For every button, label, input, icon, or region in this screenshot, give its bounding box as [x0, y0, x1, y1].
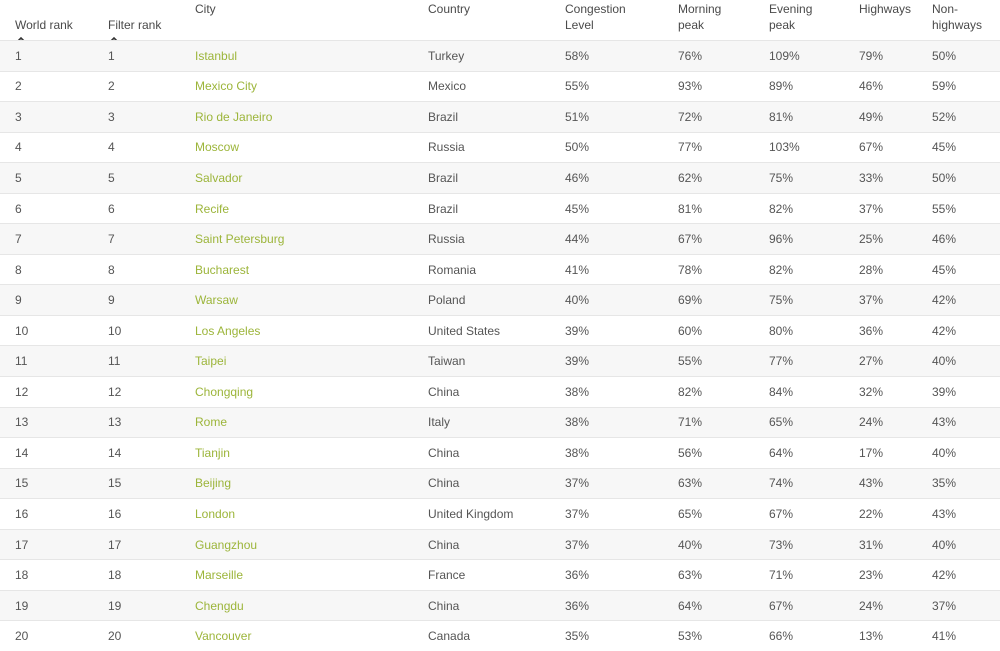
congestion-level-cell: 39% — [565, 354, 590, 369]
filter-rank-cell: 20 — [108, 629, 122, 644]
filter-rank-cell: 8 — [108, 262, 115, 277]
highways-cell: 13% — [859, 629, 884, 644]
filter-rank-cell: 1 — [108, 48, 115, 63]
highways-cell: 28% — [859, 262, 884, 277]
world-rank-cell: 20 — [15, 629, 29, 644]
evening-peak-cell: 89% — [769, 79, 794, 94]
evening-peak-cell: 66% — [769, 629, 794, 644]
congestion-level-cell: 58% — [565, 48, 590, 63]
morning-peak-cell: 63% — [678, 568, 703, 583]
highways-cell: 43% — [859, 476, 884, 491]
world-rank-cell: 2 — [15, 79, 22, 94]
table-row — [0, 620, 1000, 651]
non-highways-cell: 43% — [932, 415, 957, 430]
table-header — [0, 0, 1000, 40]
morning-peak-cell: 53% — [678, 629, 703, 644]
congestion-level-cell: 37% — [565, 506, 590, 521]
morning-peak-cell: 72% — [678, 109, 703, 124]
morning-peak-cell: 55% — [678, 354, 703, 369]
morning-peak-cell: 93% — [678, 79, 703, 94]
filter-rank-cell: 17 — [108, 537, 122, 552]
congestion-level-cell: 50% — [565, 140, 590, 155]
table-row — [0, 590, 1000, 621]
city-link[interactable]: Beijing — [195, 476, 232, 491]
country-cell: France — [428, 568, 466, 583]
non-highways-cell: 40% — [932, 354, 957, 369]
country-cell: China — [428, 598, 460, 613]
country-cell: Italy — [428, 415, 451, 430]
country-cell: Russia — [428, 140, 465, 155]
evening-peak-cell: 80% — [769, 323, 794, 338]
city-link[interactable]: Bucharest — [195, 262, 250, 277]
congestion-level-cell: 36% — [565, 568, 590, 583]
evening-peak-cell: 82% — [769, 201, 794, 216]
filter-rank-cell: 12 — [108, 384, 122, 399]
table-row — [0, 254, 1000, 285]
highways-cell: 31% — [859, 537, 884, 552]
column-header-highways[interactable]: Highways — [859, 2, 912, 16]
table-row — [0, 284, 1000, 315]
congestion-level-cell: 46% — [565, 170, 590, 185]
world-rank-cell: 17 — [15, 537, 29, 552]
filter-rank-cell: 14 — [108, 445, 122, 460]
world-rank-cell: 12 — [15, 384, 29, 399]
filter-rank-cell: 18 — [108, 568, 122, 583]
city-link[interactable]: London — [195, 506, 236, 521]
city-link[interactable]: Los Angeles — [195, 323, 261, 338]
evening-peak-cell: 103% — [769, 140, 800, 155]
country-cell: Canada — [428, 629, 471, 644]
highways-cell: 25% — [859, 232, 884, 247]
congestion-level-cell: 36% — [565, 598, 590, 613]
world-rank-cell: 5 — [15, 170, 22, 185]
morning-peak-cell: 77% — [678, 140, 703, 155]
congestion-level-cell: 39% — [565, 323, 590, 338]
congestion-level-cell: 45% — [565, 201, 590, 216]
congestion-level-cell: 51% — [565, 109, 590, 124]
evening-peak-cell: 84% — [769, 384, 794, 399]
table-row — [0, 498, 1000, 529]
column-header-label: Filter rank — [108, 18, 162, 32]
table-body — [0, 40, 1000, 651]
morning-peak-cell: 63% — [678, 476, 703, 491]
table-row — [0, 559, 1000, 590]
highways-cell: 32% — [859, 384, 884, 399]
world-rank-cell: 9 — [15, 293, 22, 308]
highways-cell: 33% — [859, 170, 884, 185]
world-rank-cell: 18 — [15, 568, 29, 583]
non-highways-cell: 45% — [932, 140, 957, 155]
congestion-level-cell: 44% — [565, 232, 590, 247]
evening-peak-cell: 64% — [769, 445, 794, 460]
world-rank-cell: 8 — [15, 262, 22, 277]
evening-peak-cell: 74% — [769, 476, 794, 491]
congestion-level-cell: 41% — [565, 262, 590, 277]
congestion-level-cell: 37% — [565, 476, 590, 491]
non-highways-cell: 45% — [932, 262, 957, 277]
world-rank-cell: 19 — [15, 598, 29, 613]
table-row — [0, 315, 1000, 346]
highways-cell: 36% — [859, 323, 884, 338]
world-rank-cell: 15 — [15, 476, 29, 491]
world-rank-cell: 10 — [15, 323, 29, 338]
country-cell: Poland — [428, 293, 466, 308]
non-highways-cell: 42% — [932, 568, 957, 583]
highways-cell: 17% — [859, 445, 884, 460]
country-cell: United States — [428, 323, 501, 338]
morning-peak-cell: 81% — [678, 201, 703, 216]
world-rank-cell: 3 — [15, 109, 22, 124]
filter-rank-cell: 7 — [108, 232, 115, 247]
congestion-level-cell: 37% — [565, 537, 590, 552]
city-link[interactable]: Tianjin — [195, 445, 230, 460]
non-highways-cell: 55% — [932, 201, 957, 216]
column-header-evening-peak[interactable]: Evening peak — [769, 2, 813, 32]
city-link[interactable]: Rio de Janeiro — [195, 109, 273, 124]
morning-peak-cell: 40% — [678, 537, 703, 552]
filter-rank-cell: 11 — [108, 354, 121, 369]
filter-rank-cell: 9 — [108, 293, 115, 308]
column-header-morning-peak[interactable]: Morning peak — [678, 2, 722, 32]
world-rank-cell: 11 — [15, 354, 28, 369]
country-cell: Brazil — [428, 109, 459, 124]
city-link[interactable]: Salvador — [195, 170, 243, 185]
country-cell: Turkey — [428, 48, 465, 63]
table-row — [0, 132, 1000, 163]
evening-peak-cell: 77% — [769, 354, 794, 369]
table-row — [0, 345, 1000, 376]
filter-rank-cell: 4 — [108, 140, 115, 155]
table-row — [0, 529, 1000, 560]
evening-peak-cell: 67% — [769, 506, 794, 521]
evening-peak-cell: 67% — [769, 598, 794, 613]
highways-cell: 37% — [859, 293, 884, 308]
country-cell: Brazil — [428, 170, 459, 185]
city-link[interactable]: Warsaw — [195, 293, 238, 308]
morning-peak-cell: 64% — [678, 598, 703, 613]
morning-peak-cell: 76% — [678, 48, 703, 63]
highways-cell: 24% — [859, 415, 884, 430]
city-link[interactable]: Istanbul — [195, 48, 238, 63]
congestion-level-cell: 40% — [565, 293, 590, 308]
filter-rank-cell: 13 — [108, 415, 122, 430]
evening-peak-cell: 65% — [769, 415, 794, 430]
city-link[interactable]: Mexico City — [195, 79, 258, 94]
country-cell: China — [428, 537, 460, 552]
table-row — [0, 101, 1000, 132]
highways-cell: 23% — [859, 568, 884, 583]
morning-peak-cell: 69% — [678, 293, 703, 308]
non-highways-cell: 42% — [932, 323, 957, 338]
city-link[interactable]: Rome — [195, 415, 228, 430]
morning-peak-cell: 82% — [678, 384, 703, 399]
world-rank-cell: 14 — [15, 445, 29, 460]
non-highways-cell: 50% — [932, 170, 957, 185]
city-link[interactable]: Chongqing — [195, 384, 254, 399]
country-cell: China — [428, 384, 460, 399]
world-rank-cell: 4 — [15, 140, 22, 155]
table-row — [0, 40, 1000, 71]
congestion-level-cell: 55% — [565, 79, 590, 94]
morning-peak-cell: 60% — [678, 323, 703, 338]
country-cell: United Kingdom — [428, 506, 514, 521]
filter-rank-cell: 5 — [108, 170, 115, 185]
highways-cell: 24% — [859, 598, 884, 613]
city-link[interactable]: Guangzhou — [195, 537, 258, 552]
country-cell: Romania — [428, 262, 477, 277]
congestion-level-cell: 38% — [565, 384, 590, 399]
world-rank-cell: 1 — [15, 48, 22, 63]
city-link[interactable]: Chengdu — [195, 598, 244, 613]
evening-peak-cell: 109% — [769, 48, 800, 63]
morning-peak-cell: 71% — [678, 415, 703, 430]
congestion-level-cell: 38% — [565, 415, 590, 430]
highways-cell: 46% — [859, 79, 884, 94]
column-header-city[interactable]: City — [195, 2, 216, 16]
filter-rank-cell: 10 — [108, 323, 122, 338]
filter-rank-cell: 19 — [108, 598, 122, 613]
filter-rank-cell: 15 — [108, 476, 122, 491]
city-link[interactable]: Marseille — [195, 568, 244, 583]
evening-peak-cell: 82% — [769, 262, 794, 277]
filter-rank-cell: 3 — [108, 109, 115, 124]
world-rank-cell: 16 — [15, 506, 29, 521]
table-row — [0, 437, 1000, 468]
evening-peak-cell: 75% — [769, 293, 794, 308]
morning-peak-cell: 56% — [678, 445, 703, 460]
non-highways-cell: 39% — [932, 384, 957, 399]
column-header-label: World rank — [15, 18, 73, 32]
column-header-country[interactable]: Country — [428, 2, 471, 16]
non-highways-cell: 59% — [932, 79, 957, 94]
morning-peak-cell: 67% — [678, 232, 703, 247]
table-row — [0, 468, 1000, 499]
table-row — [0, 193, 1000, 224]
highways-cell: 67% — [859, 140, 884, 155]
table-row — [0, 162, 1000, 193]
table-row — [0, 376, 1000, 407]
table-row — [0, 71, 1000, 102]
non-highways-cell: 50% — [932, 48, 957, 63]
evening-peak-cell: 96% — [769, 232, 794, 247]
world-rank-cell: 7 — [15, 232, 22, 247]
country-cell: Taiwan — [428, 354, 466, 369]
evening-peak-cell: 75% — [769, 170, 794, 185]
table-row — [0, 407, 1000, 438]
city-link[interactable]: Moscow — [195, 140, 240, 155]
congestion-level-cell: 38% — [565, 445, 590, 460]
country-cell: China — [428, 476, 460, 491]
morning-peak-cell: 78% — [678, 262, 703, 277]
highways-cell: 27% — [859, 354, 884, 369]
morning-peak-cell: 62% — [678, 170, 703, 185]
highways-cell: 22% — [859, 506, 884, 521]
highways-cell: 79% — [859, 48, 884, 63]
city-link[interactable]: Taipei — [195, 354, 227, 369]
world-rank-cell: 13 — [15, 415, 29, 430]
city-link[interactable]: Vancouver — [195, 629, 252, 644]
country-cell: Russia — [428, 232, 465, 247]
evening-peak-cell: 71% — [769, 568, 794, 583]
filter-rank-cell: 2 — [108, 79, 115, 94]
non-highways-cell: 46% — [932, 232, 957, 247]
non-highways-cell: 43% — [932, 506, 957, 521]
non-highways-cell: 42% — [932, 293, 957, 308]
country-cell: Mexico — [428, 79, 467, 94]
evening-peak-cell: 81% — [769, 109, 794, 124]
city-link[interactable]: Recife — [195, 201, 230, 216]
column-header-non-highways[interactable]: Non- highways — [932, 2, 983, 32]
non-highways-cell: 41% — [932, 629, 957, 644]
world-rank-cell: 6 — [15, 201, 22, 216]
city-link[interactable]: Saint Petersburg — [195, 232, 285, 247]
non-highways-cell: 40% — [932, 445, 957, 460]
morning-peak-cell: 65% — [678, 506, 703, 521]
non-highways-cell: 52% — [932, 109, 957, 124]
non-highways-cell: 35% — [932, 476, 957, 491]
evening-peak-cell: 73% — [769, 537, 794, 552]
filter-rank-cell: 16 — [108, 506, 122, 521]
non-highways-cell: 37% — [932, 598, 957, 613]
congestion-level-cell: 35% — [565, 629, 590, 644]
table-row — [0, 223, 1000, 254]
country-cell: Brazil — [428, 201, 459, 216]
highways-cell: 49% — [859, 109, 884, 124]
non-highways-cell: 40% — [932, 537, 957, 552]
country-cell: China — [428, 445, 460, 460]
column-header-congestion-level[interactable]: Congestion Level — [565, 2, 626, 32]
filter-rank-cell: 6 — [108, 201, 115, 216]
highways-cell: 37% — [859, 201, 884, 216]
